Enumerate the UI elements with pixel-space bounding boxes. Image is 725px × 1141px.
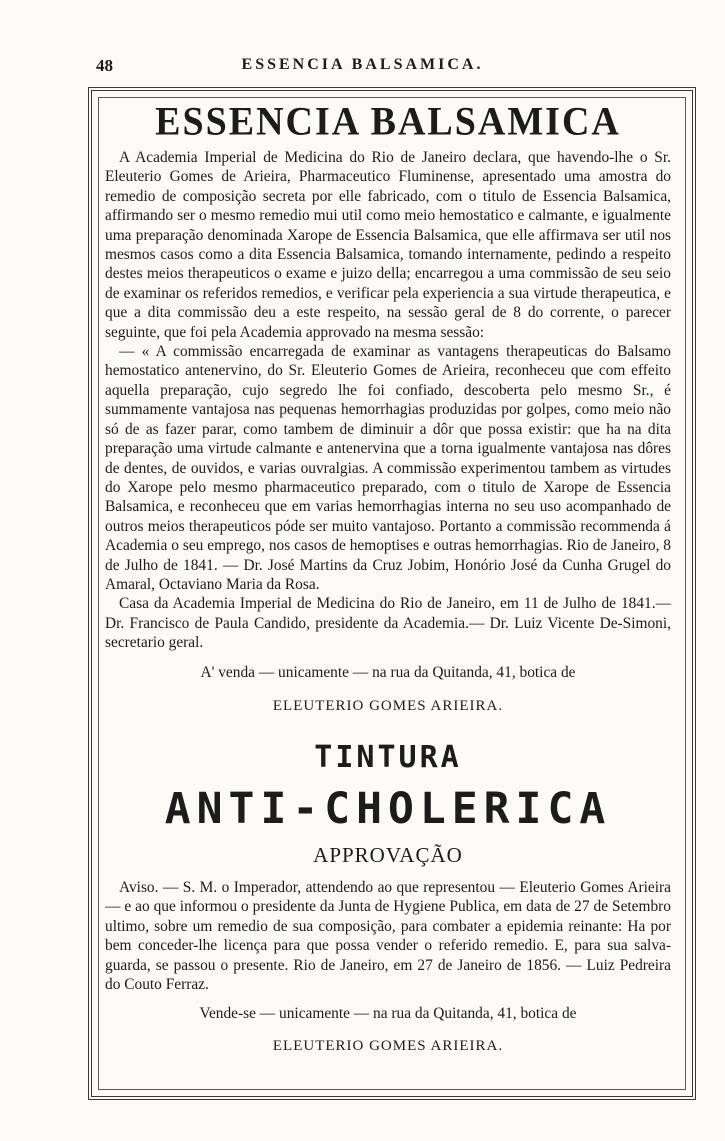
academy-signature: Casa da Academia Imperial de Medicina do Rio de Janeiro, em 11 de Julho de 1841.— Dr. Francisco de Paula Candido, presidente da Academia.— Dr. Luiz Vicente De-Simoni, secretario geral. — [105, 595, 671, 652]
running-title: ESSENCIA BALSAMICA. — [241, 56, 484, 73]
approval-heading: APPROVAÇÃO — [313, 842, 463, 867]
imperial-notice: Aviso. — S. M. o Imperador, attendendo ao que representou — Eleuterio Gomes Arieira — e ao que informou o presidente da Junta de Hygiene Publica, em data de 27 de Setembro ultimo, sobre um remedio de sua composição, para combater a epidemia reinante: Ha por bem conceder-lhe licença para que possa vender o referido remedio. E, para sua salva-guarda, se passou o presente. Rio de Janeiro, em 27 de Janeiro de 1856. — Luiz Pedreira do Couto Ferraz. — [105, 878, 671, 993]
academy-declaration: A Academia Imperial de Medicina do Rio de Janeiro declara, que havendo-lhe o Sr. Eleuterio Gomes de Arieira, Pharmaceutico Fluminense, apresentado uma amostra do remedio de composição secreta por elle fabricado, com o titulo de Essencia Balsamica, affirmando ser o mesmo remedio mui util como meio hemostatico e calmante, e igualmente uma preparação denominada Xarope de Essencia Balsamica, que elle affirmava ser util nos mesmos casos como a dita Essencia Balsamica, tomando internamente, pedindo a respeito destes meios therapeuticos o exame e juizo della; encarregou a uma commissão de seu seio de examinar os referidos remedios, e verificar pela experiencia a sua virtude therapeutica, e que a dita commissão deu a este respeito, na sessão geral de 8 do corrente, o parecer seguinte, que foi pela Academia approvado na mesma sessão: — [105, 149, 671, 341]
sale-notice-1: A' venda — unicamente — na rua da Quitanda, 41, botica de — [200, 663, 576, 681]
seller-name-1: ELEUTERIO GOMES ARIEIRA. — [272, 697, 504, 714]
advertisement-body — [105, 100, 671, 1055]
anti-cholerica-title: ANTI-CHOLERICA — [164, 783, 612, 834]
essencia-title: ESSENCIA BALSAMICA — [155, 99, 621, 145]
tintura-title: TINTURA — [314, 739, 462, 775]
sale-notice-2: Vende-se — unicamente — na rua da Quitanda, 41, botica de — [199, 1005, 577, 1023]
seller-name-2: ELEUTERIO GOMES ARIEIRA. — [272, 1037, 504, 1054]
page-number: 48 — [96, 56, 113, 75]
commission-report: — « A commissão encarregada de examinar as vantagens therapeuticas do Balsamo hemostatico antenervino, do Sr. Eleuterio Gomes de Arieira, reconheceu que com effeito aquella preparação, cujo segredo lhe foi confiado, descoberta pelo mesmo Sr., é summamente vantajosa nas pequenas hemorrhagias produzidas por golpes, como meio não só de as fazer parar, como tambem de diminuir a dôr que possa existir: que ha na dita preparação uma virtude calmante e antenervina que a torna igualmente vantajosa nas dôres de dentes, de ouvidos, e varias ouvralgias. A commissão experimentou tambem as virtudes do Xarope pelo mesmo pharmaceutico preparado, com o titulo de Xarope de Essencia Balsamica, e reconheceu que em varias hemorrhagias interna no seu uso acompanhado de outros meios therapeuticos póde ser muito vantajoso. Portanto a commissão recommenda á Academia o seu emprego, nos casos de hemoptises e outras hemorrhagias. Rio de Janeiro, 8 de Julho de 1841. — Dr. José Martins da Cruz Jobim, Honório José da Cunha Grugel do Amaral, Octaviano Maria da Rosa. — [105, 343, 671, 593]
